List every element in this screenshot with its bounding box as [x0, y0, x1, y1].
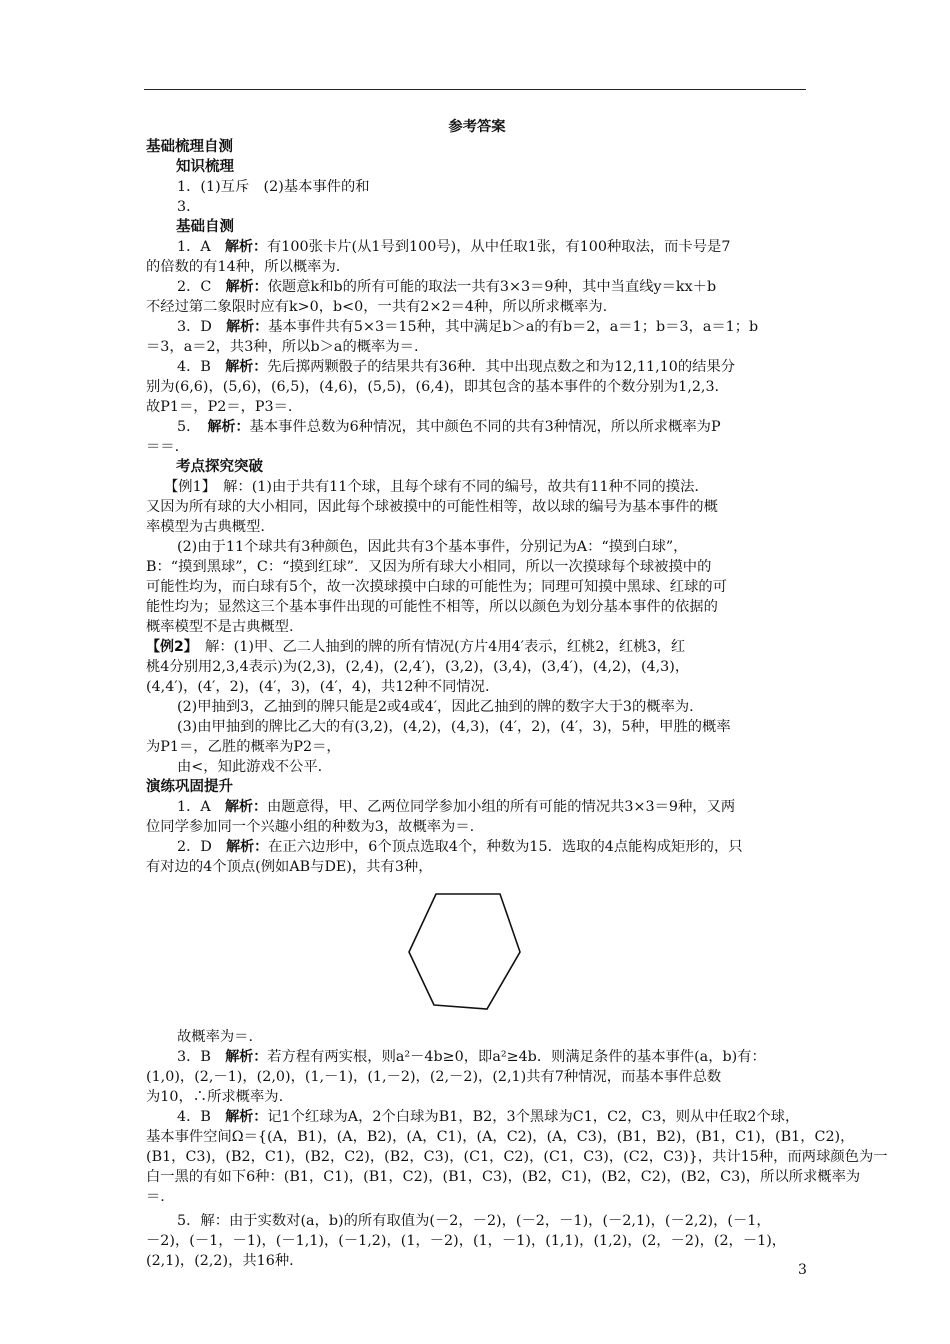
answer-text: 由题意得，甲、乙两位同学参加小组的所有可能的情况共3×3＝9种，又两 [267, 799, 736, 815]
answer-item [146, 1047, 808, 1107]
example-text: 可能性均为，而白球有5个，故一次摸球摸中白球的可能性为；同理可知摸中黑球、红球的可 [146, 579, 727, 595]
example-text: 解：(1)甲、乙二人抽到的牌的所有情况(方片4用4′表示，红桃2，红桃3，红 [190, 639, 686, 655]
answer-number: 4．B [177, 359, 226, 375]
answer-number: 1．A [177, 799, 226, 815]
analysis-label: 解析： [225, 799, 268, 815]
answer-text: 为10，∴所求概率为. [146, 1089, 284, 1105]
example-text: (3)由甲抽到的牌比乙大的有(3,2)，(4,2)，(4,3)，(4′，2)，(4′，3)，5种，甲胜的概率 [177, 719, 731, 735]
hexagon-diagram [396, 877, 576, 1027]
analysis-label: 解析： [226, 319, 269, 335]
analysis-label: 解析： [225, 279, 268, 295]
section-heading-basics: 基础梳理自测 [146, 139, 233, 155]
answer-number: 2．D [177, 839, 227, 855]
example-text: (4,4′)，(4′，2)，(4′，3)，(4′，4)，共12种不同情况. [146, 679, 490, 695]
example-2 [146, 637, 808, 777]
answer-text: 有对边的4个顶点(例如AB与DE)，共有3种， [146, 859, 433, 875]
answer-text: 故概率为＝. [177, 1029, 254, 1045]
answer-item [146, 277, 808, 317]
answer-text: 基本事件空间Ω＝{(A，B1)，(A，B2)，(A，C1)，(A，C2)，(A，C3)，(B1，B2)，(B1，C1)，(B1，C2)， [146, 1129, 855, 1145]
example-text: 由<，知此游戏不公平. [177, 759, 323, 775]
answer-item [146, 1211, 808, 1271]
example-text: 为P1＝，乙胜的概率为P2＝， [146, 739, 341, 755]
header-rule [144, 89, 806, 90]
answer-number: 3．D [177, 319, 227, 335]
analysis-label: 解析： [225, 359, 268, 375]
section-heading-practice: 演练巩固提升 [146, 779, 233, 795]
answer-item [146, 1107, 888, 1207]
answer-text: ＝3，a＝2，共3种，所以b＞a的概率为＝. [146, 339, 419, 355]
answer-item [146, 837, 808, 877]
answer-number: 4．B [177, 1109, 226, 1125]
example-text: B：“摸到黑球”，C：“摸到红球”．又因为所有球大小相同，所以一次摸球每个球被摸中的 [146, 559, 712, 575]
example-text: (2)由于11个球共有3种颜色，因此共有3个基本事件，分别记为A：“摸到白球”， [177, 539, 688, 555]
answer-text: (B1，C3)，(B2，C1)，(B2，C2)，(B2，C3)，(C1，C2)，(C1，C3)，(C2，C3)}，共计15种，而两球颜色为一 [146, 1149, 888, 1165]
answer-text: 基本事件总数为6种情况，其中颜色不同的共有3种情况，所以所求概率为P [249, 419, 721, 435]
answer-text: 基本事件共有5×3＝15种，其中满足b＞a的有b＝2，a＝1；b＝3，a＝1；b [268, 319, 759, 335]
subheading-self-test: 基础自测 [176, 219, 234, 235]
answer-number: 5． [177, 419, 208, 435]
example-label: 【例1】 [164, 479, 209, 495]
knowledge-line: 3． [177, 199, 201, 215]
example-text: 概率模型不是古典概型. [146, 619, 294, 635]
hexagon-figure [146, 877, 808, 1027]
answer-text: 故P1＝，P2＝，P3＝. [146, 399, 293, 415]
analysis-label: 解析： [226, 839, 269, 855]
answer-text: 白一黑的有如下6种：(B1，C1)，(B1，C2)，(B1，C3)，(B2，C1)，(B2，C2)，(B2，C3)，所以所求概率为 [146, 1169, 861, 1185]
answer-item [146, 237, 808, 277]
answer-item [146, 317, 808, 357]
example-text: 能性均为；显然这三个基本事件出现的可能性不相等，所以以颜色为划分基本事件的依据的 [146, 599, 718, 615]
answer-text: ＝＝. [146, 439, 180, 455]
answer-text: 位同学参加同一个兴趣小组的种数为3，故概率为＝. [146, 819, 475, 835]
answer-item [146, 417, 808, 457]
answer-text: 5．解：由于实数对(a，b)的所有取值为(－2，－2)，(－2，－1)，(－2,1)，(－2,2)，(－1， [177, 1213, 771, 1229]
answer-text: 记1个红球为A，2个白球为B1，B2，3个黑球为C1，C2，C3，则从中任取2个球， [267, 1109, 800, 1125]
analysis-label: 解析： [225, 1049, 268, 1065]
answer-item [146, 797, 808, 837]
answer-text: 不经过第二象限时应有k>0，b<0，一共有2×2＝4种，所以所求概率为. [146, 299, 608, 315]
answer-document [146, 114, 888, 1271]
analysis-label: 解析： [225, 1109, 268, 1125]
page-title: 参考答案 [448, 119, 506, 135]
example-text: (2)甲抽到3，乙抽到的牌只能是2或4或4′，因此乙抽到的牌的数字大于3的概率为. [177, 699, 694, 715]
answer-text: 在正六边形中，6个顶点选取4个，种数为15．选取的4点能构成矩形的，只 [268, 839, 743, 855]
example-text: 率模型为古典概型. [146, 519, 265, 535]
answer-text: －2)，(－1，－1)，(－1,1)，(－1,2)，(1，－2)，(1，－1)，(1,1)，(1,2)，(2，－2)，(2，－1)， [146, 1233, 787, 1249]
subheading-knowledge: 知识梳理 [176, 159, 234, 175]
example-1 [146, 477, 808, 637]
answer-text: 别为(6,6)，(5,6)，(6,5)，(4,6)，(5,5)，(6,4)，即其包含的基本事件的个数分别为1,2,3. [146, 379, 720, 395]
example-text: 解：(1)由于共有11个球，且每个球有不同的编号，故共有11种不同的摸法. [208, 479, 699, 495]
answer-item [146, 357, 808, 417]
answer-text: 依题意k和b的所有可能的取法一共有3×3＝9种，其中当直线y＝kx＋b [267, 279, 717, 295]
analysis-label: 解析： [207, 419, 250, 435]
hexagon-shape [409, 894, 520, 1009]
answer-number: 1．A [177, 239, 226, 255]
answer-text: 先后掷两颗骰子的结果共有36种．其中出现点数之和为12,11,10的结果分 [267, 359, 736, 375]
answer-text: (2,1)，(2,2)，共16种. [146, 1253, 294, 1269]
page-number: 3 [798, 1262, 807, 1278]
answer-text: (1,0)，(2,－1)，(2,0)，(1,－1)，(1,－2)，(2,－2)，(2,1)共有7种情况，而基本事件总数 [146, 1069, 722, 1085]
analysis-label: 解析： [225, 239, 268, 255]
example-text: 桃4分别用2,3,4表示)为(2,3)，(2,4)，(2,4′)，(3,2)，(3,4)，(3,4′)，(4,2)，(4,3)， [146, 659, 690, 675]
subheading-exploration: 考点探究突破 [176, 459, 263, 475]
answer-number: 3．B [177, 1049, 226, 1065]
answer-text: 的倍数的有14种，所以概率为. [146, 259, 341, 275]
knowledge-line: 1．(1)互斥 (2)基本事件的和 [177, 179, 370, 195]
answer-number: 2．C [177, 279, 226, 295]
example-text: 又因为所有球的大小相同，因此每个球被摸中的可能性相等，故以球的编号为基本事件的概 [146, 499, 718, 515]
answer-text: 若方程有两实根，则a²－4b≥0，即a²≥4b．则满足条件的基本事件(a，b)有： [267, 1049, 766, 1065]
example-label: 【例2】 [146, 639, 191, 655]
answer-text: ＝. [146, 1189, 165, 1205]
answer-text: 有100张卡片(从1号到100号)，从中任取1张，有100种取法，而卡号是7 [267, 239, 731, 255]
